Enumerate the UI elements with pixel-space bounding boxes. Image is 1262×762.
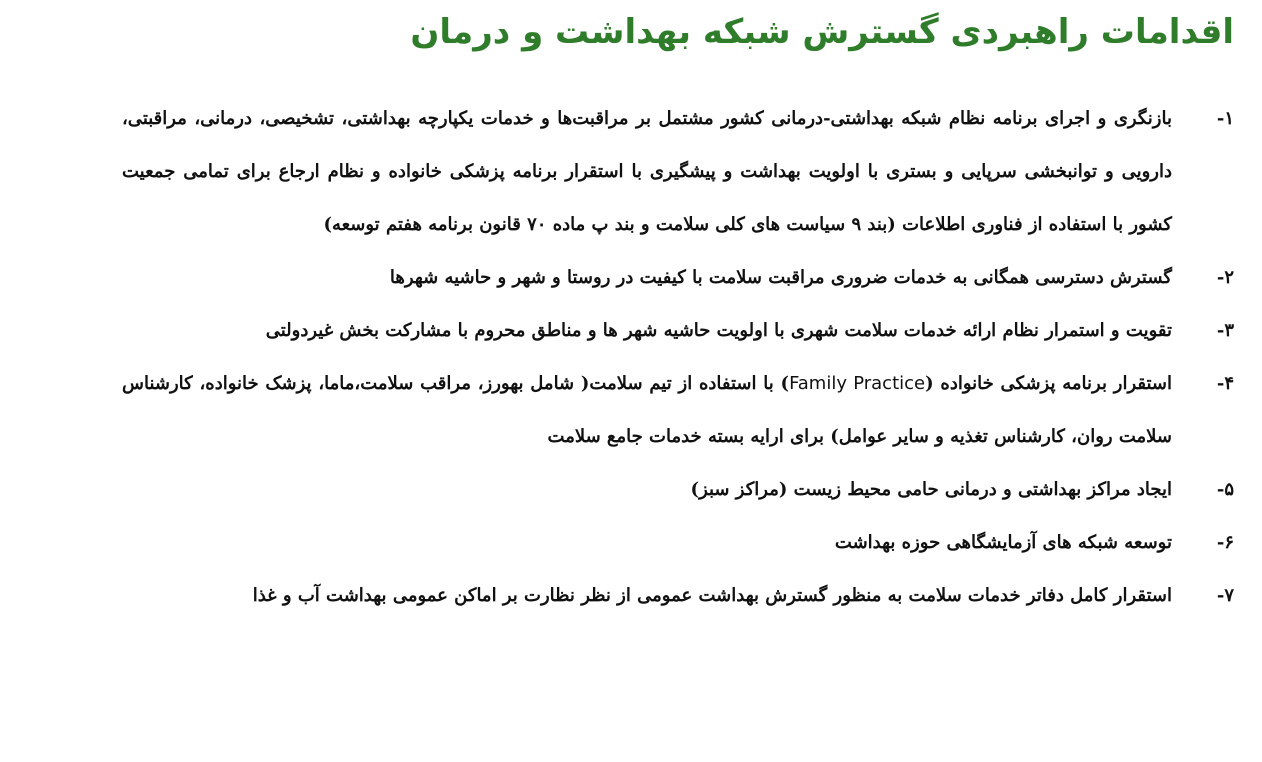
item-number: ۴- <box>1216 373 1234 394</box>
item-text: استقرار کامل دفاتر خدمات سلامت به منظور گسترش بهداشت عمومی از نظر نظارت بر اماکن عمومی بهداشت آب و غذا <box>252 585 1172 606</box>
item-text-before: استقرار برنامه پزشکی خانواده ( <box>925 373 1172 394</box>
item-text: توسعه شبکه های آزمایشگاهی حوزه بهداشت <box>834 532 1172 553</box>
strategy-list <box>122 92 1234 622</box>
item-number: ۶- <box>1216 532 1234 553</box>
item-text: بازنگری و اجرای برنامه نظام شبکه بهداشتی-درمانی کشور مشتمل بر مراقبت‌ها و خدمات یکپارچه بهداشتی، تشخیصی، درمانی، مراقبتی، دارویی و توانبخشی سرپایی و بستری با اولویت بهداشت و پیشگیری با استقرار برنامه پزشکی خانواده و نظام ارجاع برای تمامی جمعیت کشور با استفاده از فناوری اطلاعات (بند ۹ سیاست های کلی سلامت و بند پ ماده ۷۰ قانون برنامه هفتم توسعه) <box>122 108 1172 235</box>
item-number: ۲- <box>1216 267 1234 288</box>
item-text-after: ) با استفاده از تیم سلامت( شامل بهورز، مراقب سلامت،ماما، پزشک خانواده، کارشناس سلامت روان، کارشناس تغذیه و سایر عوامل) برای ارایه بسته خدمات جامع سلامت <box>122 373 1172 447</box>
list-item <box>122 569 1234 622</box>
item-number: ۵- <box>1216 479 1234 500</box>
item-text: گسترش دسترسی همگانی به خدمات ضروری مراقبت سلامت با کیفیت در روستا و شهر و حاشیه شهرها <box>389 267 1172 288</box>
list-item <box>122 92 1234 251</box>
item-number: ۳- <box>1216 320 1234 341</box>
item-text: تقویت و استمرار نظام ارائه خدمات سلامت شهری با اولویت حاشیه شهر ها و مناطق محروم با مشارکت بخش غیردولتی <box>265 320 1172 341</box>
item-number: ۷- <box>1216 585 1234 606</box>
list-item <box>122 251 1234 304</box>
list-item <box>122 516 1234 569</box>
list-item <box>122 357 1234 463</box>
list-item <box>122 463 1234 516</box>
item-text: ایجاد مراکز بهداشتی و درمانی حامی محیط زیست (مراکز سبز) <box>690 479 1172 500</box>
list-item <box>122 304 1234 357</box>
item-latin-term: Family Practice <box>789 373 926 394</box>
page-title: اقدامات راهبردی گسترش شبکه بهداشت و درمان <box>410 12 1234 52</box>
item-number: ۱- <box>1216 108 1234 129</box>
